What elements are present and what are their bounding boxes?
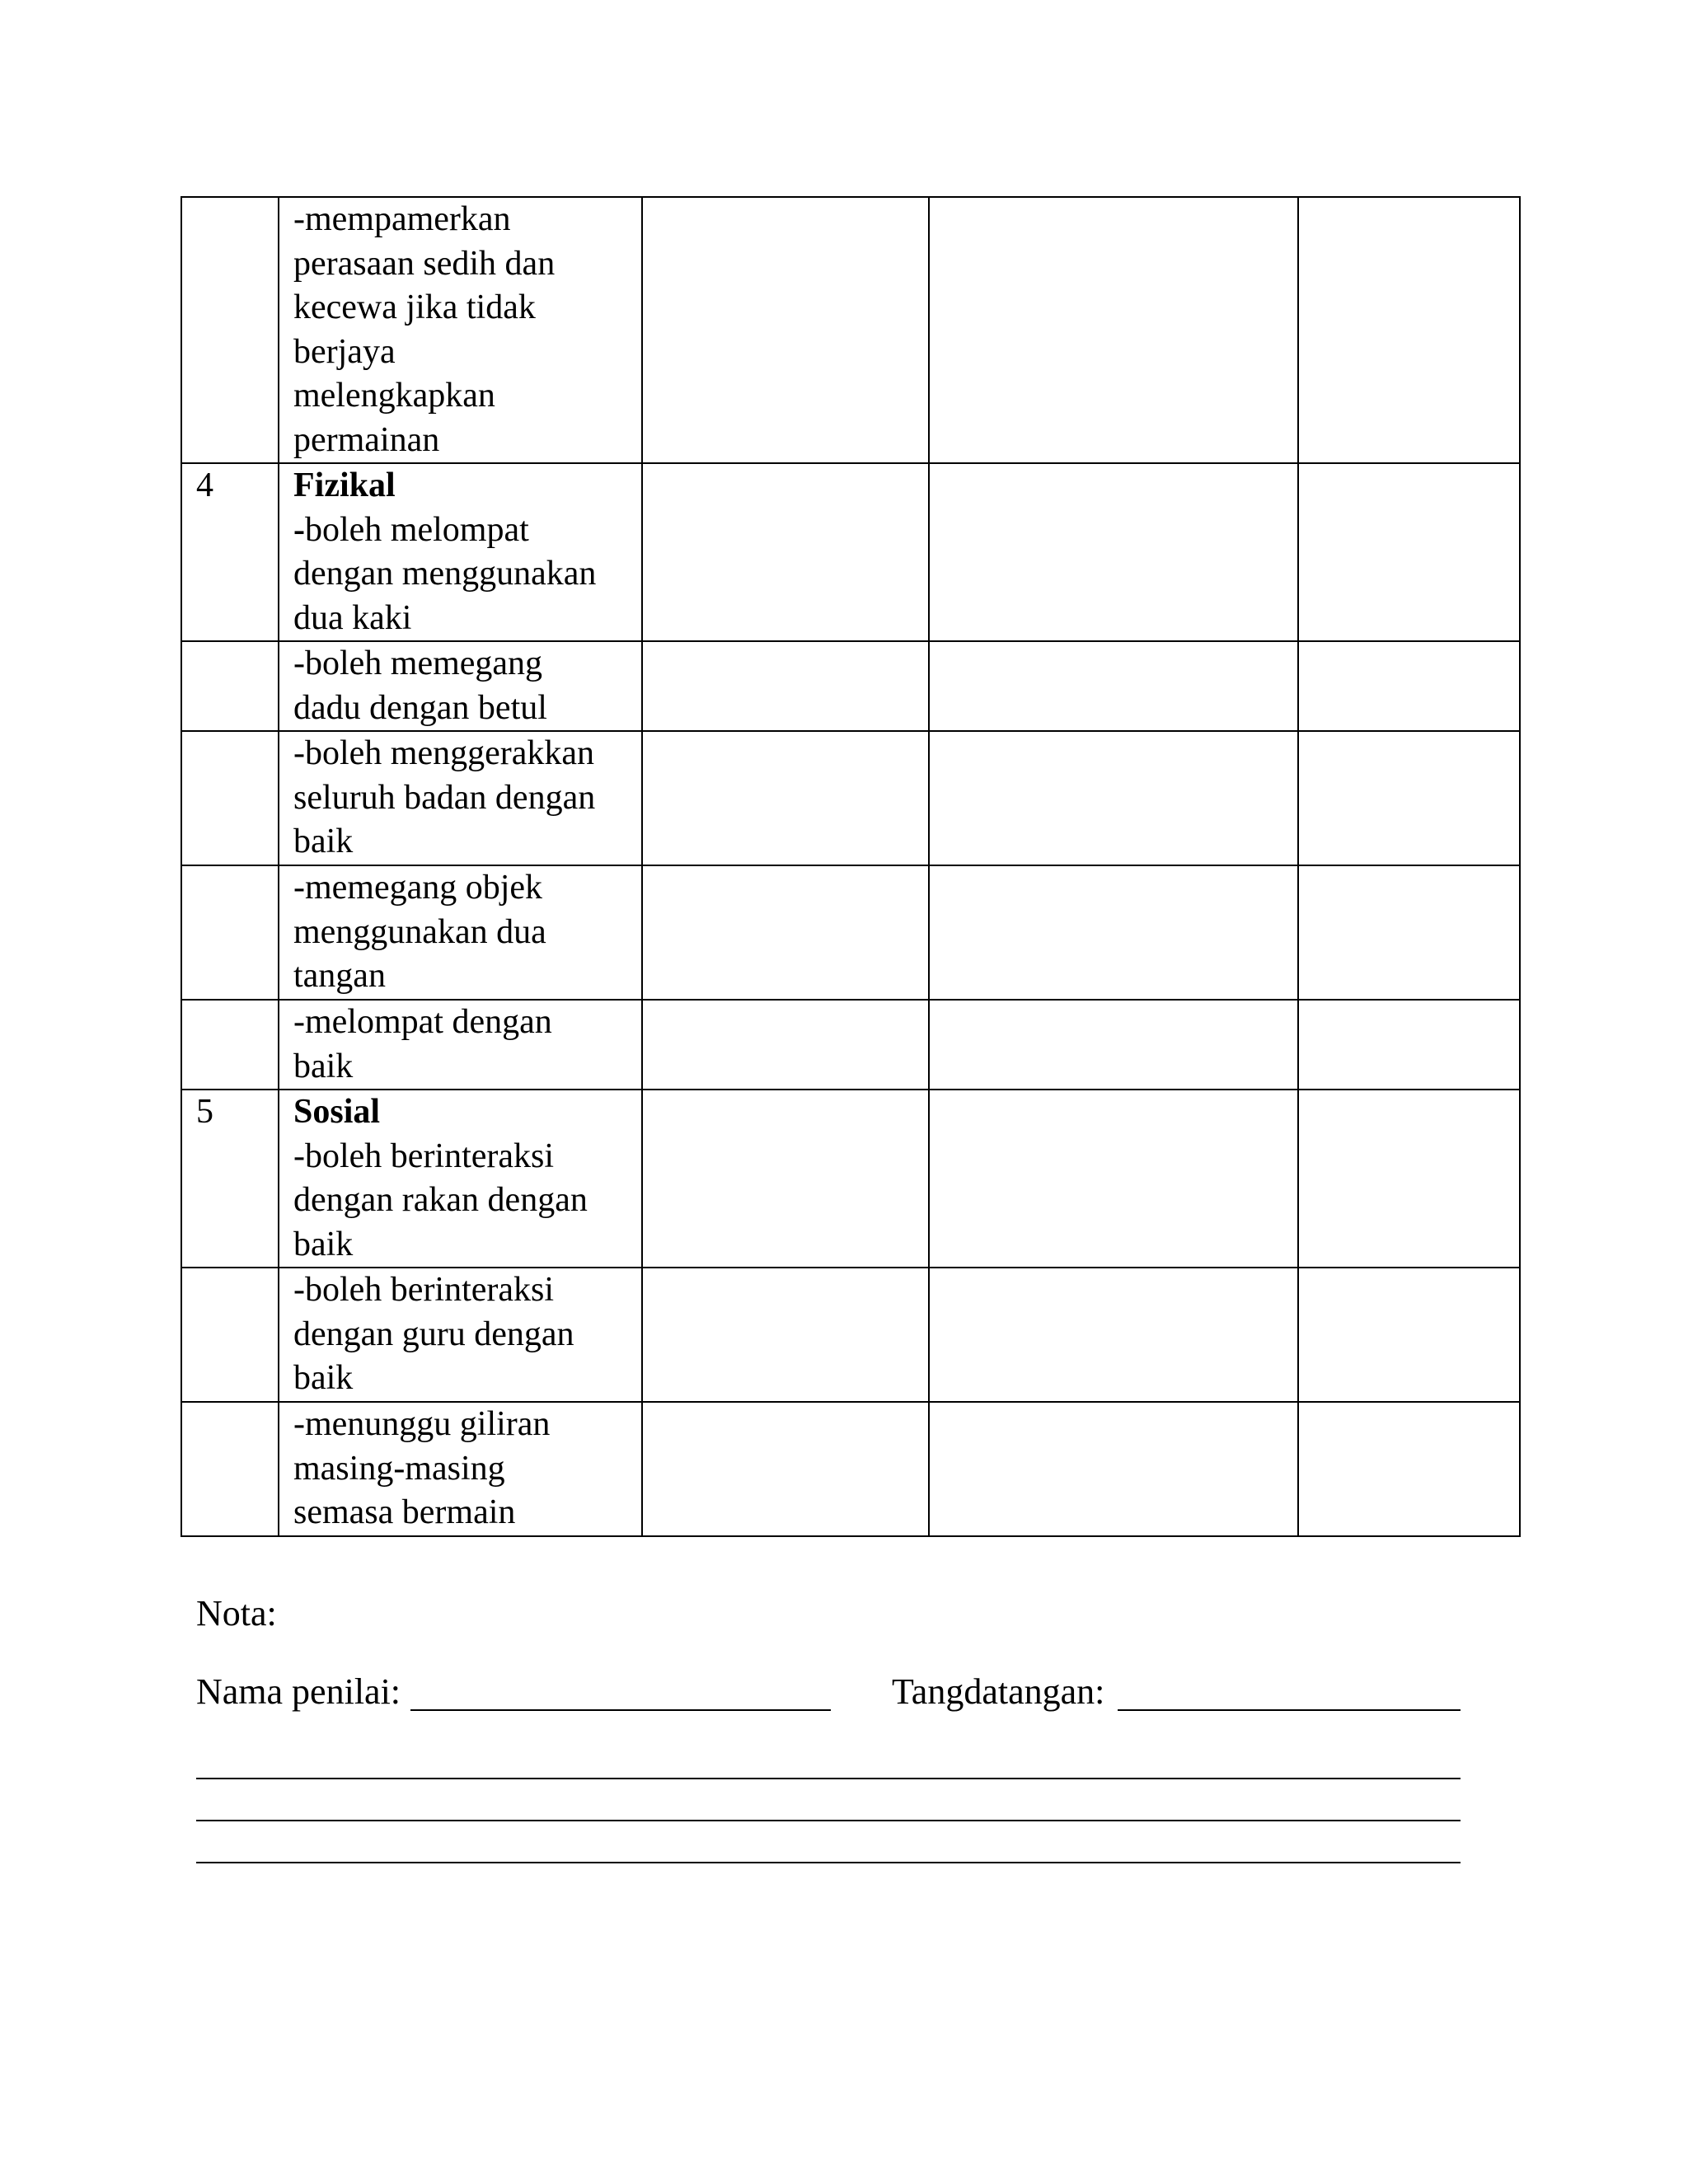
row-number-cell xyxy=(181,1000,279,1090)
table-row xyxy=(181,463,1520,641)
category-heading: Fizikal xyxy=(293,466,396,504)
criterion-line: perasaan sedih dan xyxy=(293,244,556,283)
rating-cell-c[interactable] xyxy=(1298,865,1520,1000)
criterion-line xyxy=(293,509,636,553)
criterion-cell xyxy=(279,1402,642,1536)
rating-cell-a[interactable] xyxy=(642,1090,929,1268)
criterion-line: dengan guru dengan xyxy=(293,1315,574,1353)
row-number-cell: 4 xyxy=(181,463,279,641)
table-row xyxy=(181,1402,1520,1536)
signature-line[interactable] xyxy=(1118,1709,1461,1711)
rating-cell-a[interactable] xyxy=(642,1000,929,1090)
criterion-line: melengkapkan xyxy=(293,377,495,415)
criterion-line: -mempamerkan xyxy=(293,200,511,238)
criterion-line: seluruh badan dengan xyxy=(293,778,596,817)
criterion-cell xyxy=(279,641,642,731)
table-row xyxy=(181,731,1520,865)
criterion-line: -boleh berinteraksi xyxy=(293,1137,555,1175)
row-number-cell xyxy=(181,641,279,731)
criterion-line: -memegang objek xyxy=(293,869,543,907)
row-number-cell: 5 xyxy=(181,1090,279,1268)
bold-dash: - xyxy=(293,510,305,549)
row-number-cell xyxy=(181,731,279,865)
table-row xyxy=(181,197,1520,463)
row-number-cell xyxy=(181,1402,279,1536)
note-line-3[interactable] xyxy=(196,1862,1461,1863)
criterion-line: dengan rakan dengan xyxy=(293,1181,588,1219)
criterion-line: dua kaki xyxy=(293,598,412,637)
rating-cell-a[interactable] xyxy=(642,197,929,463)
assessor-name-line[interactable] xyxy=(410,1709,831,1711)
rating-cell-c[interactable] xyxy=(1298,197,1520,463)
rating-cell-a[interactable] xyxy=(642,865,929,1000)
table-row xyxy=(181,865,1520,1000)
rating-cell-c[interactable] xyxy=(1298,1402,1520,1536)
rating-cell-c[interactable] xyxy=(1298,731,1520,865)
criterion-line: -boleh berinteraksi xyxy=(293,1271,555,1309)
row-number-cell xyxy=(181,1268,279,1402)
assessor-name-label: Nama penilai: xyxy=(196,1671,401,1712)
rating-cell-a[interactable] xyxy=(642,1268,929,1402)
criterion-line: permainan xyxy=(293,420,440,459)
assessment-table-body xyxy=(181,197,1520,1536)
criterion-cell xyxy=(279,731,642,865)
signature-label: Tangdatangan: xyxy=(892,1671,1105,1712)
criterion-cell xyxy=(279,865,642,1000)
rating-cell-b[interactable] xyxy=(929,731,1298,865)
rating-cell-b[interactable] xyxy=(929,1090,1298,1268)
table-row xyxy=(181,1000,1520,1090)
rating-cell-b[interactable] xyxy=(929,463,1298,641)
row-number-cell xyxy=(181,865,279,1000)
criterion-line: menggunakan dua xyxy=(293,912,546,951)
criterion-line: tangan xyxy=(293,957,386,995)
criterion-line: masing-masing xyxy=(293,1449,505,1488)
criterion-line: baik xyxy=(293,1225,354,1263)
criterion-line: dengan menggunakan xyxy=(293,555,597,593)
rating-cell-b[interactable] xyxy=(929,865,1298,1000)
criterion-cell xyxy=(279,1090,642,1268)
criterion-cell xyxy=(279,197,642,463)
rating-cell-a[interactable] xyxy=(642,731,929,865)
rating-cell-b[interactable] xyxy=(929,641,1298,731)
criterion-line: baik xyxy=(293,1359,354,1397)
rating-cell-a[interactable] xyxy=(642,641,929,731)
rating-cell-c[interactable] xyxy=(1298,463,1520,641)
rating-cell-a[interactable] xyxy=(642,463,929,641)
table-row xyxy=(181,1268,1520,1402)
rating-cell-b[interactable] xyxy=(929,1000,1298,1090)
rating-cell-b[interactable] xyxy=(929,1268,1298,1402)
criterion-line: baik xyxy=(293,1047,354,1085)
note-line-2[interactable] xyxy=(196,1820,1461,1821)
category-heading: Sosial xyxy=(293,1093,381,1131)
criterion-line: -boleh menggerakkan xyxy=(293,734,595,772)
note-label: Nota: xyxy=(196,1593,277,1633)
rating-cell-b[interactable] xyxy=(929,197,1298,463)
rating-cell-c[interactable] xyxy=(1298,641,1520,731)
criterion-line: semasa bermain xyxy=(293,1493,516,1531)
criterion-line: -boleh memegang xyxy=(293,644,543,682)
table-row xyxy=(181,641,1520,731)
rating-cell-c[interactable] xyxy=(1298,1090,1520,1268)
assessment-table xyxy=(181,196,1521,1537)
criterion-cell xyxy=(279,1000,642,1090)
criterion-cell xyxy=(279,463,642,641)
criterion-cell xyxy=(279,1268,642,1402)
rating-cell-b[interactable] xyxy=(929,1402,1298,1536)
note-line-1[interactable] xyxy=(196,1778,1461,1779)
criterion-line: dadu dengan betul xyxy=(293,688,547,727)
criterion-line: -melompat dengan xyxy=(293,1003,552,1041)
rating-cell-c[interactable] xyxy=(1298,1000,1520,1090)
criterion-line: berjaya xyxy=(293,332,396,371)
criterion-line: baik xyxy=(293,823,354,860)
table-row xyxy=(181,1090,1520,1268)
criterion-line: kecewa jika tidak xyxy=(293,288,536,326)
row-number-cell xyxy=(181,197,279,463)
rating-cell-a[interactable] xyxy=(642,1402,929,1536)
rating-cell-c[interactable] xyxy=(1298,1268,1520,1402)
criterion-line: -menunggu giliran xyxy=(293,1405,551,1443)
criterion-text: boleh melompat xyxy=(305,510,529,549)
